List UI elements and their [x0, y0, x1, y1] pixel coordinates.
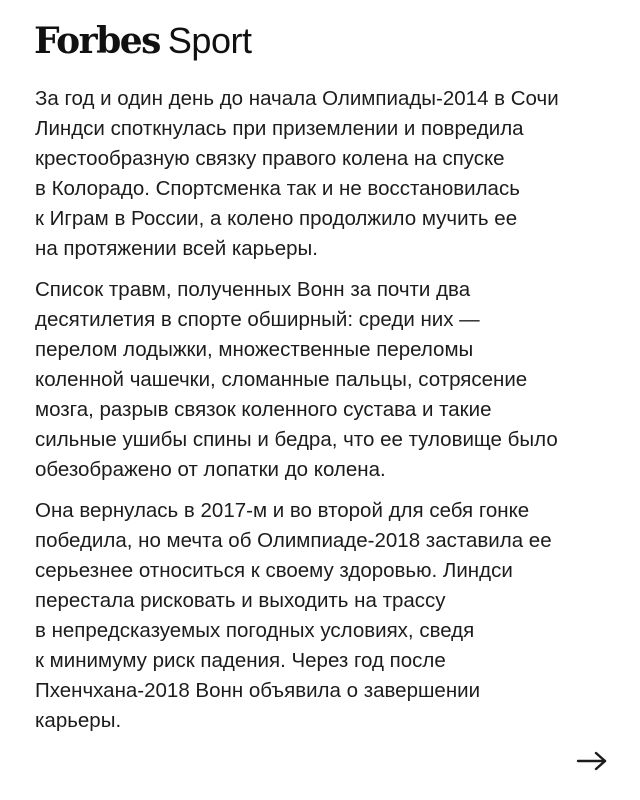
paragraph-line: победила, но мечта об Олимпиаде-2018 заставила ее — [35, 529, 552, 552]
site-header — [34, 20, 251, 70]
paragraph-line: Она вернулась в 2017-м и во второй для себя гонке — [35, 499, 530, 522]
paragraph-line: к минимуму риск падения. Через год после — [35, 649, 446, 672]
paragraph-line: на протяжении всей карьеры. — [35, 237, 318, 260]
arrow-right-icon — [576, 750, 608, 772]
paragraph-line: крестообразную связку правого колена на спуске — [35, 147, 505, 170]
paragraph-line: перелом лодыжки, множественные переломы — [35, 338, 474, 361]
forbes-logo[interactable]: Forbes — [34, 20, 160, 62]
section-title: Sport — [167, 20, 252, 61]
next-page-button[interactable] — [576, 750, 608, 772]
article-paragraph — [35, 496, 613, 736]
paragraph-line: коленной чашечки, сломанные пальцы, сотрясение — [35, 368, 528, 391]
paragraph-line: в непредсказуемых погодных условиях, сведя — [35, 619, 475, 642]
article-paragraph — [35, 84, 613, 264]
paragraph-line: Линдси споткнулась при приземлении и повредила — [35, 117, 524, 140]
paragraph-line: серьезнее относиться к своему здоровью. Линдси — [35, 559, 513, 582]
paragraph-line: Пхенчхана-2018 Вонн объявила о завершении — [35, 679, 481, 702]
paragraph-line: в Колорадо. Спортсменка так и не восстановилась — [35, 177, 520, 200]
article-paragraph — [35, 275, 613, 485]
paragraph-line: карьеры. — [35, 709, 122, 732]
paragraph-line: перестала рисковать и выходить на трассу — [35, 589, 446, 612]
paragraph-line: За год и один день до начала Олимпиады-2014 в Сочи — [35, 87, 559, 110]
paragraph-line: Список травм, полученных Вонн за почти два — [35, 278, 471, 301]
paragraph-line: мозга, разрыв связок коленного сустава и такие — [35, 398, 492, 421]
article-body — [35, 84, 613, 747]
paragraph-line: к Играм в России, а колено продолжило мучить ее — [35, 207, 518, 230]
paragraph-line: обезображено от лопатки до колена. — [35, 458, 386, 481]
paragraph-line: десятилетия в спорте обширный: среди них — — [35, 308, 480, 331]
paragraph-line: сильные ушибы спины и бедра, что ее туловище было — [35, 428, 558, 451]
